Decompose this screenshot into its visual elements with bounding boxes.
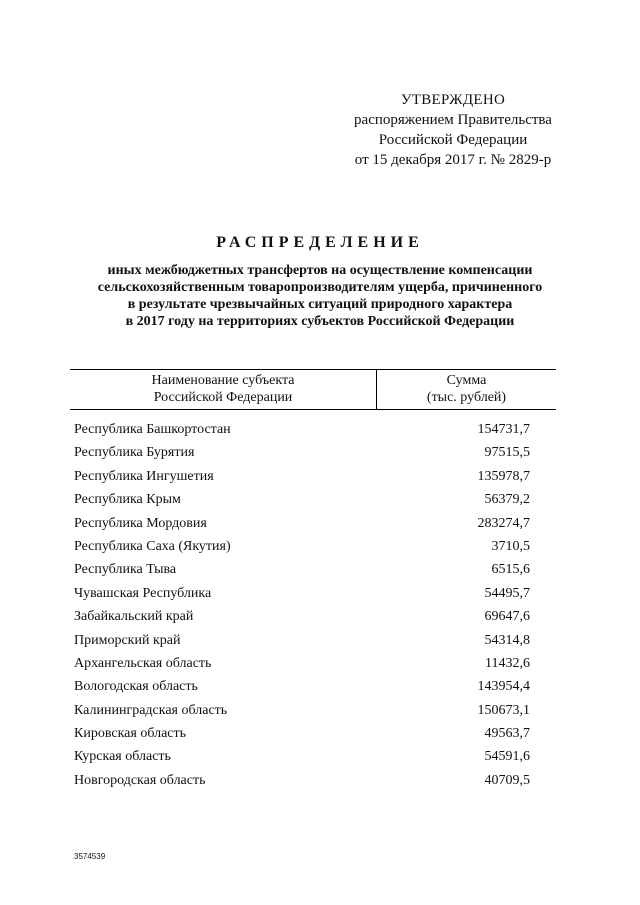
approval-line-3: от 15 декабря 2017 г. № 2829-р bbox=[354, 152, 552, 168]
region-amount: 154731,7 bbox=[477, 422, 530, 437]
region-amount: 54314,8 bbox=[484, 632, 530, 648]
region-name: Калининградская область bbox=[74, 702, 228, 718]
region-amount: 135978,7 bbox=[477, 468, 530, 484]
region-name: Республика Башкортостан bbox=[74, 422, 231, 437]
region-name: Приморский край bbox=[74, 632, 181, 648]
document-title: РАСПРЕДЕЛЕНИЕ bbox=[216, 234, 424, 251]
region-amount: 54495,7 bbox=[484, 585, 530, 601]
table-row bbox=[74, 516, 554, 539]
header-name-line-2: Российской Федерации bbox=[153, 390, 293, 405]
region-name: Республика Мордовия bbox=[74, 515, 207, 531]
region-amount: 56379,2 bbox=[484, 492, 530, 508]
region-amount: 3710,5 bbox=[491, 538, 530, 554]
table-row bbox=[74, 562, 554, 585]
table-row bbox=[74, 679, 554, 702]
region-name: Забайкальский край bbox=[74, 609, 194, 625]
header-sum-line-1: Сумма bbox=[446, 373, 487, 388]
table-row bbox=[74, 492, 554, 515]
table-row bbox=[74, 773, 554, 796]
subtitle-line-4: в 2017 году на территориях субъектов Российской Федерации bbox=[125, 314, 515, 329]
region-amount: 143954,4 bbox=[477, 679, 530, 695]
region-amount: 150673,1 bbox=[477, 702, 530, 718]
table-row bbox=[74, 703, 554, 726]
region-amount: 97515,5 bbox=[484, 445, 530, 461]
region-amount: 283274,7 bbox=[477, 515, 530, 531]
subtitle-line-2: сельскохозяйственным товаропроизводителям ущерба, причиненного bbox=[97, 280, 543, 295]
region-amount: 49563,7 bbox=[484, 726, 530, 742]
approval-line-2: Российской Федерации bbox=[378, 132, 528, 148]
region-name: Республика Тыва bbox=[74, 562, 177, 578]
table-row bbox=[74, 586, 554, 609]
header-name-column bbox=[70, 372, 376, 406]
table-row bbox=[74, 749, 554, 772]
table-row bbox=[74, 422, 554, 445]
approval-line-1: распоряжением Правительства bbox=[354, 112, 552, 128]
approval-stamp bbox=[340, 90, 566, 170]
table-row bbox=[74, 656, 554, 679]
region-name: Курская область bbox=[74, 749, 171, 765]
region-amount: 69647,6 bbox=[484, 609, 530, 625]
table-row bbox=[74, 633, 554, 656]
approval-title: УТВЕРЖДЕНО bbox=[400, 92, 506, 108]
table-row bbox=[74, 726, 554, 749]
region-amount: 40709,5 bbox=[484, 772, 530, 788]
region-name: Республика Ингушетия bbox=[74, 468, 214, 484]
table-body bbox=[74, 422, 554, 796]
region-name: Республика Крым bbox=[74, 492, 181, 508]
region-name: Чувашская Республика bbox=[74, 585, 212, 601]
region-amount: 6515,6 bbox=[491, 562, 530, 578]
document-subtitle bbox=[60, 262, 580, 330]
header-sum-column bbox=[377, 372, 556, 406]
region-amount: 54591,6 bbox=[484, 749, 530, 765]
region-name: Республика Саха (Якутия) bbox=[74, 538, 231, 554]
header-name-line-1: Наименование субъекта bbox=[151, 373, 295, 388]
header-sum-line-2: (тыс. рублей) bbox=[426, 390, 507, 405]
table-header bbox=[70, 369, 556, 410]
table-row bbox=[74, 539, 554, 562]
region-name: Новгородская область bbox=[74, 772, 206, 788]
region-name: Кировская область bbox=[74, 726, 187, 742]
table-row bbox=[74, 445, 554, 468]
subtitle-line-1: иных межбюджетных трансфертов на осуществление компенсации bbox=[107, 263, 533, 278]
subtitle-line-3: в результате чрезвычайных ситуаций природного характера bbox=[127, 297, 513, 312]
table-row bbox=[74, 469, 554, 492]
document-code: 3574539 bbox=[74, 852, 106, 861]
region-name: Архангельская область bbox=[74, 655, 212, 671]
region-name: Республика Бурятия bbox=[74, 445, 195, 461]
table-row bbox=[74, 609, 554, 632]
region-amount: 11432,6 bbox=[485, 655, 530, 671]
region-name: Вологодская область bbox=[74, 679, 198, 695]
